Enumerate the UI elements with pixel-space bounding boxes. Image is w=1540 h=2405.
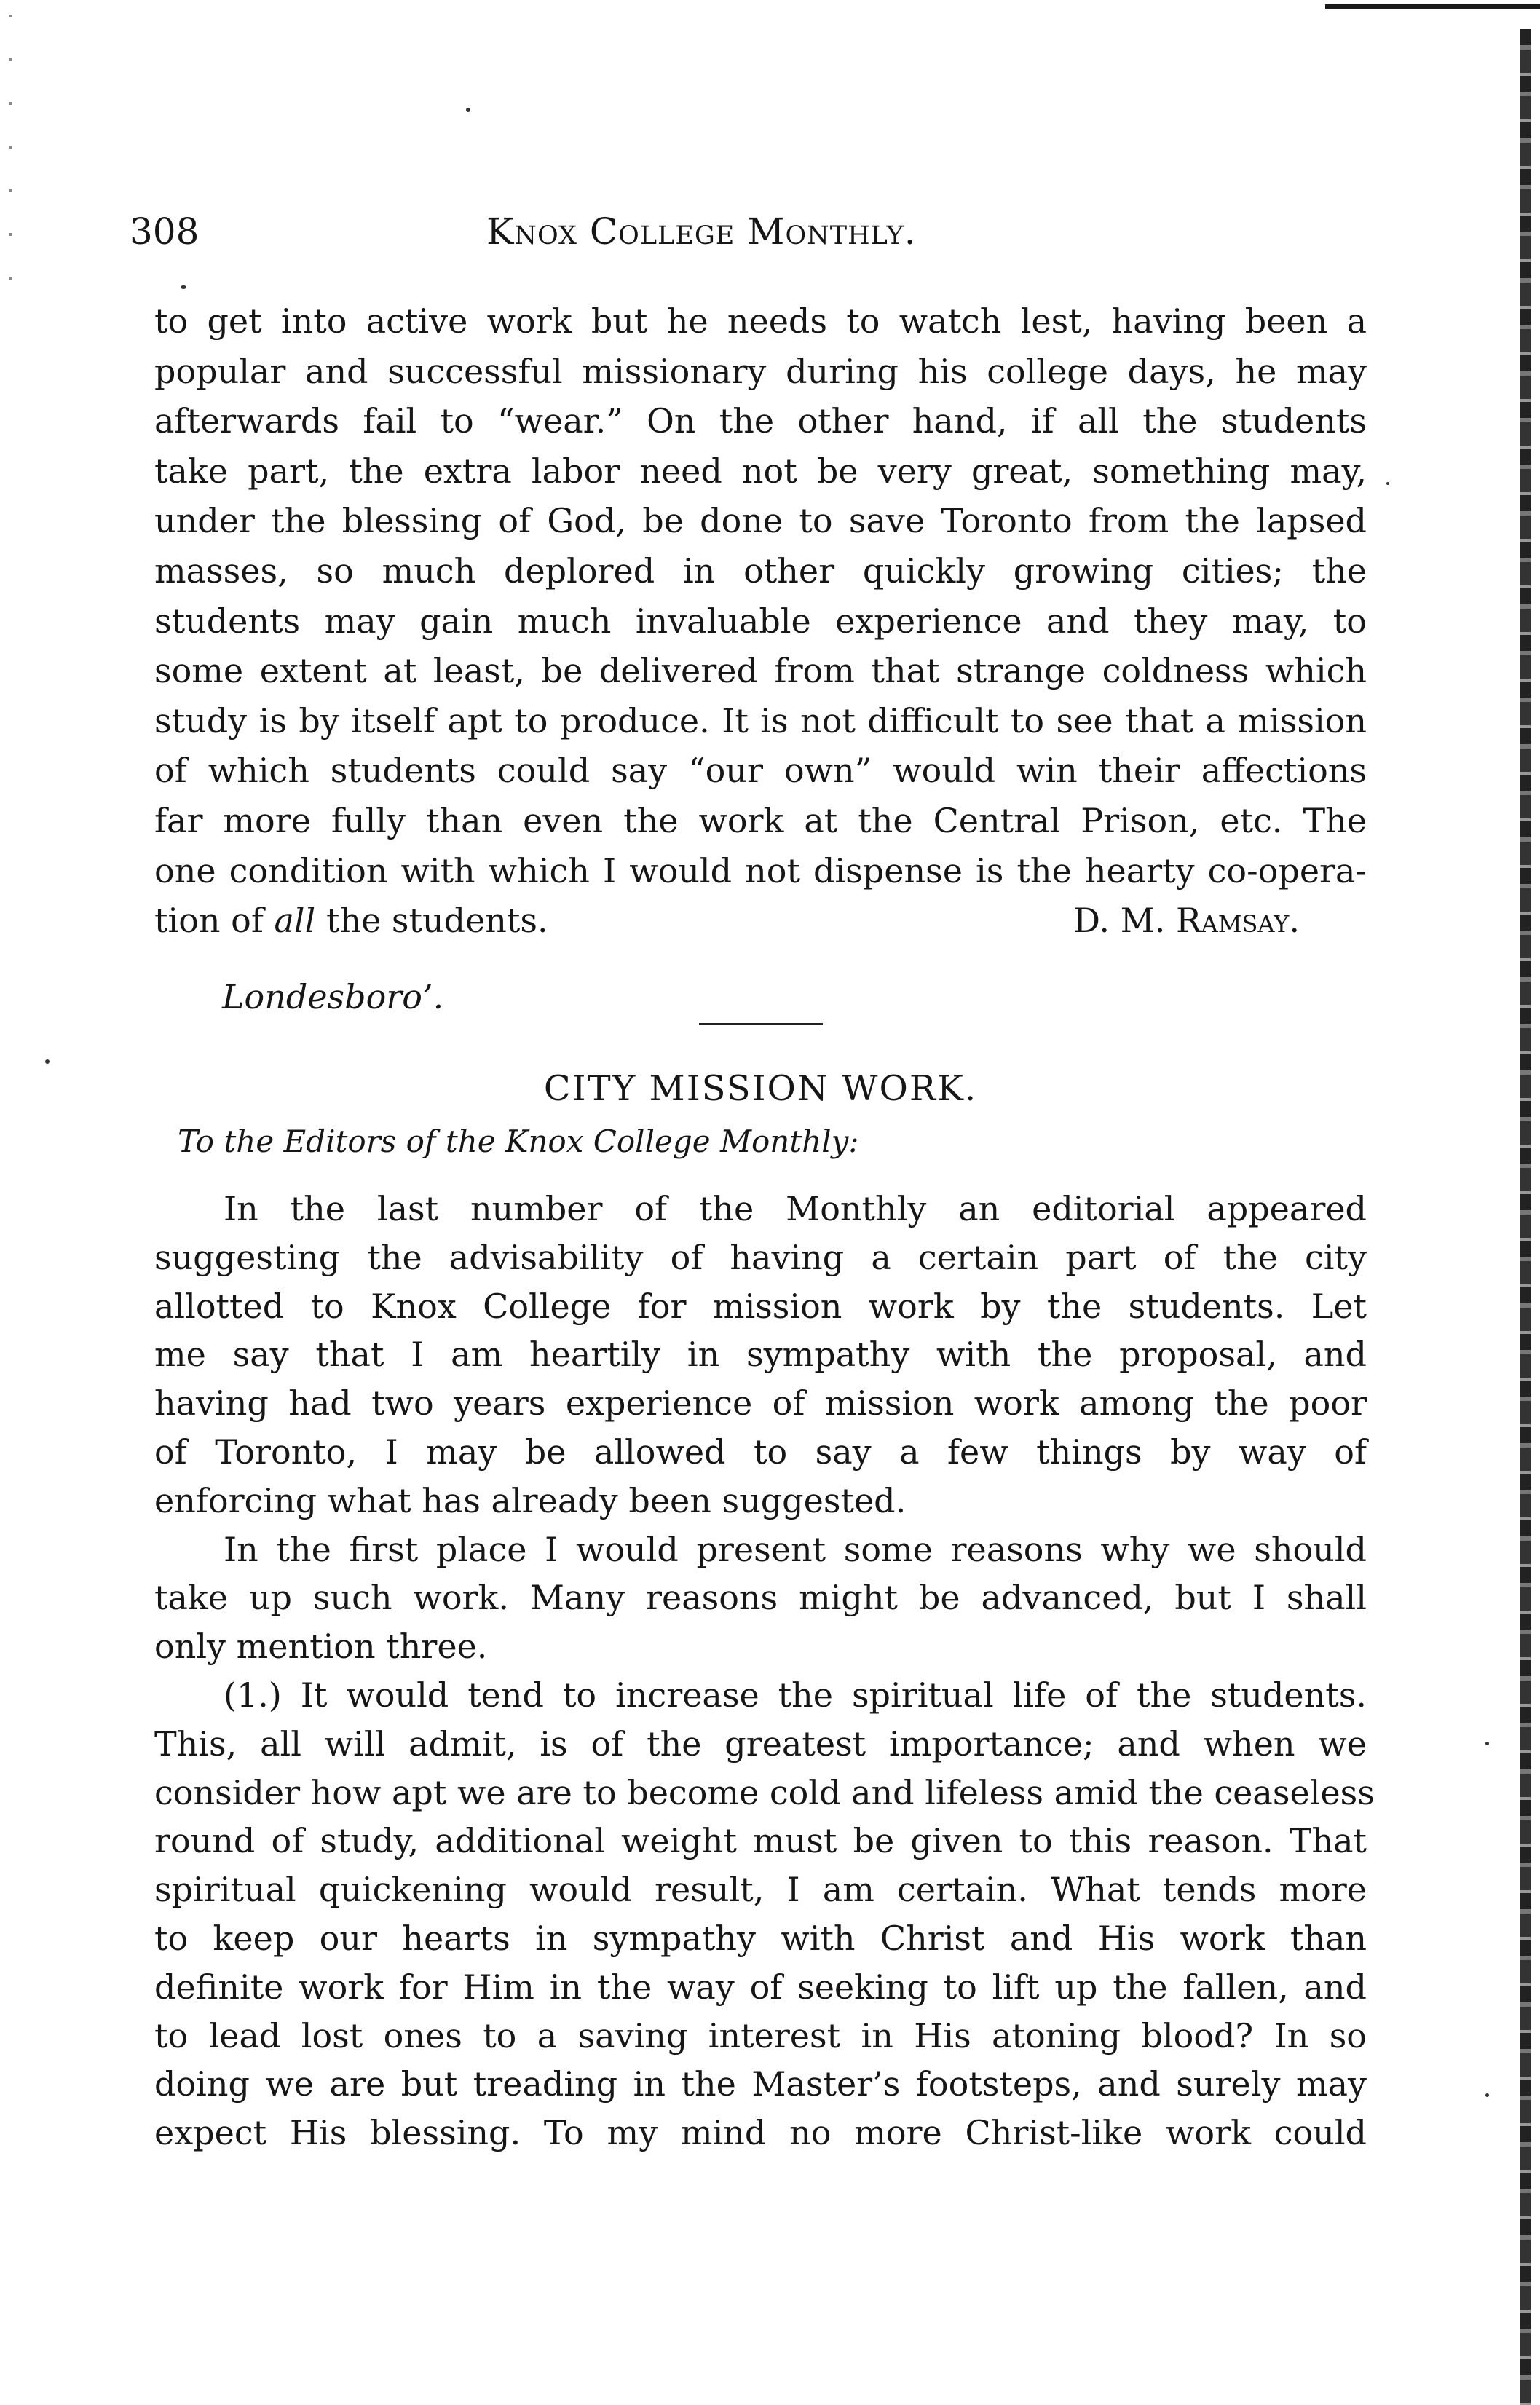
closing-text-start: tion of xyxy=(154,901,275,941)
scan-speck xyxy=(1386,482,1389,485)
text-line: masses, so much deplored in other quickly growing cities; the xyxy=(154,550,1367,591)
text-line: of Toronto, I may be allowed to say a few things by way of xyxy=(154,1431,1367,1472)
text-line: afterwards fail to “wear.” On the other hand, if all the students xyxy=(154,401,1367,441)
text-line: under the blessing of God, be done to save Toronto from the lapsed xyxy=(154,501,1367,541)
text-line: study is by itself apt to produce. It is not difficult to see that a mission xyxy=(154,700,1367,741)
letter-ramsay-body xyxy=(154,296,1367,946)
text-line: suggesting the advisability of having a certain part of the city xyxy=(154,1237,1367,1277)
scan-speck xyxy=(466,108,470,112)
text-line: definite work for Him in the way of seeking to lift up the fallen, and xyxy=(154,1967,1367,2007)
text-line: allotted to Knox College for mission work by the students. Let xyxy=(154,1286,1367,1326)
text-line: far more fully than even the work at the Central Prison, etc. The xyxy=(154,800,1367,840)
scan-speck xyxy=(45,1059,50,1064)
text-line: expect His blessing. To my mind no more Christ-like work could xyxy=(154,2113,1367,2153)
text-line: to keep our hearts in sympathy with Christ and His work than xyxy=(154,1918,1367,1958)
text-line: (1.) It would tend to increase the spiritual life of the students. xyxy=(224,1675,1367,1715)
scan-speck xyxy=(1485,1742,1489,1745)
text-line: consider how apt we are to become cold and lifeless amid the ceaseless xyxy=(154,1772,1375,1812)
running-header xyxy=(130,210,1375,253)
text-line: spiritual quickening would result, I am certain. What tends more xyxy=(154,1870,1367,1910)
scan-edge-right xyxy=(1520,29,1531,2405)
scan-edge-left xyxy=(9,15,12,320)
text-line: one condition with which I would not dispense is the hearty co-opera- xyxy=(154,850,1367,890)
letter-place: Londesboro’. xyxy=(222,977,444,1016)
section-divider xyxy=(699,1023,823,1025)
running-title: Knox College Monthly. xyxy=(486,210,917,253)
text-line: doing we are but treading in the Master’s footsteps, and surely may xyxy=(154,2064,1367,2104)
closing-text xyxy=(154,896,548,946)
letter-city-mission-body xyxy=(154,1185,1375,2157)
text-line: only mention three. xyxy=(154,1627,488,1667)
signature: D. M. Ramsay. xyxy=(1073,901,1300,941)
text-line: to get into active work but he needs to watch lest, having been a xyxy=(154,301,1367,341)
text-line: to lead lost ones to a saving interest in His atoning blood? In so xyxy=(154,2015,1367,2055)
scan-speck xyxy=(1485,2093,1489,2097)
text-line: students may gain much invaluable experience and they may, to xyxy=(154,601,1367,641)
text-line: me say that I am heartily in sympathy with the proposal, and xyxy=(154,1335,1367,1375)
text-line: enforcing what has already been suggested. xyxy=(154,1480,907,1520)
text-line: take part, the extra labor need not be very great, something may, xyxy=(154,451,1367,491)
scan-edge-top xyxy=(1325,4,1540,9)
text-line: popular and successful missionary during his college days, he may xyxy=(154,351,1367,391)
salutation: To the Editors of the Knox College Monthly: xyxy=(178,1123,859,1159)
text-line: In the first place I would present some reasons why we should xyxy=(224,1529,1367,1569)
text-line: having had two years experience of mission work among the poor xyxy=(154,1383,1367,1423)
closing-text-end: the students. xyxy=(315,901,548,941)
page-number: 308 xyxy=(130,210,200,253)
text-line: take up such work. Many reasons might be advanced, but I shall xyxy=(154,1578,1367,1618)
emphasis-word: all xyxy=(274,901,316,941)
text-line-signature xyxy=(154,896,1367,946)
scan-speck xyxy=(181,285,186,289)
text-line: This, all will admit, is of the greatest importance; and when we xyxy=(154,1723,1367,1764)
text-line: of which students could say “our own” would win their affections xyxy=(154,751,1367,791)
text-line: some extent at least, be delivered from that strange coldness which xyxy=(154,651,1367,691)
text-line: In the last number of the Monthly an editorial appeared xyxy=(224,1189,1367,1228)
section-heading: CITY MISSION WORK. xyxy=(543,1068,978,1109)
text-line: round of study, additional weight must be given to this reason. That xyxy=(154,1821,1367,1861)
